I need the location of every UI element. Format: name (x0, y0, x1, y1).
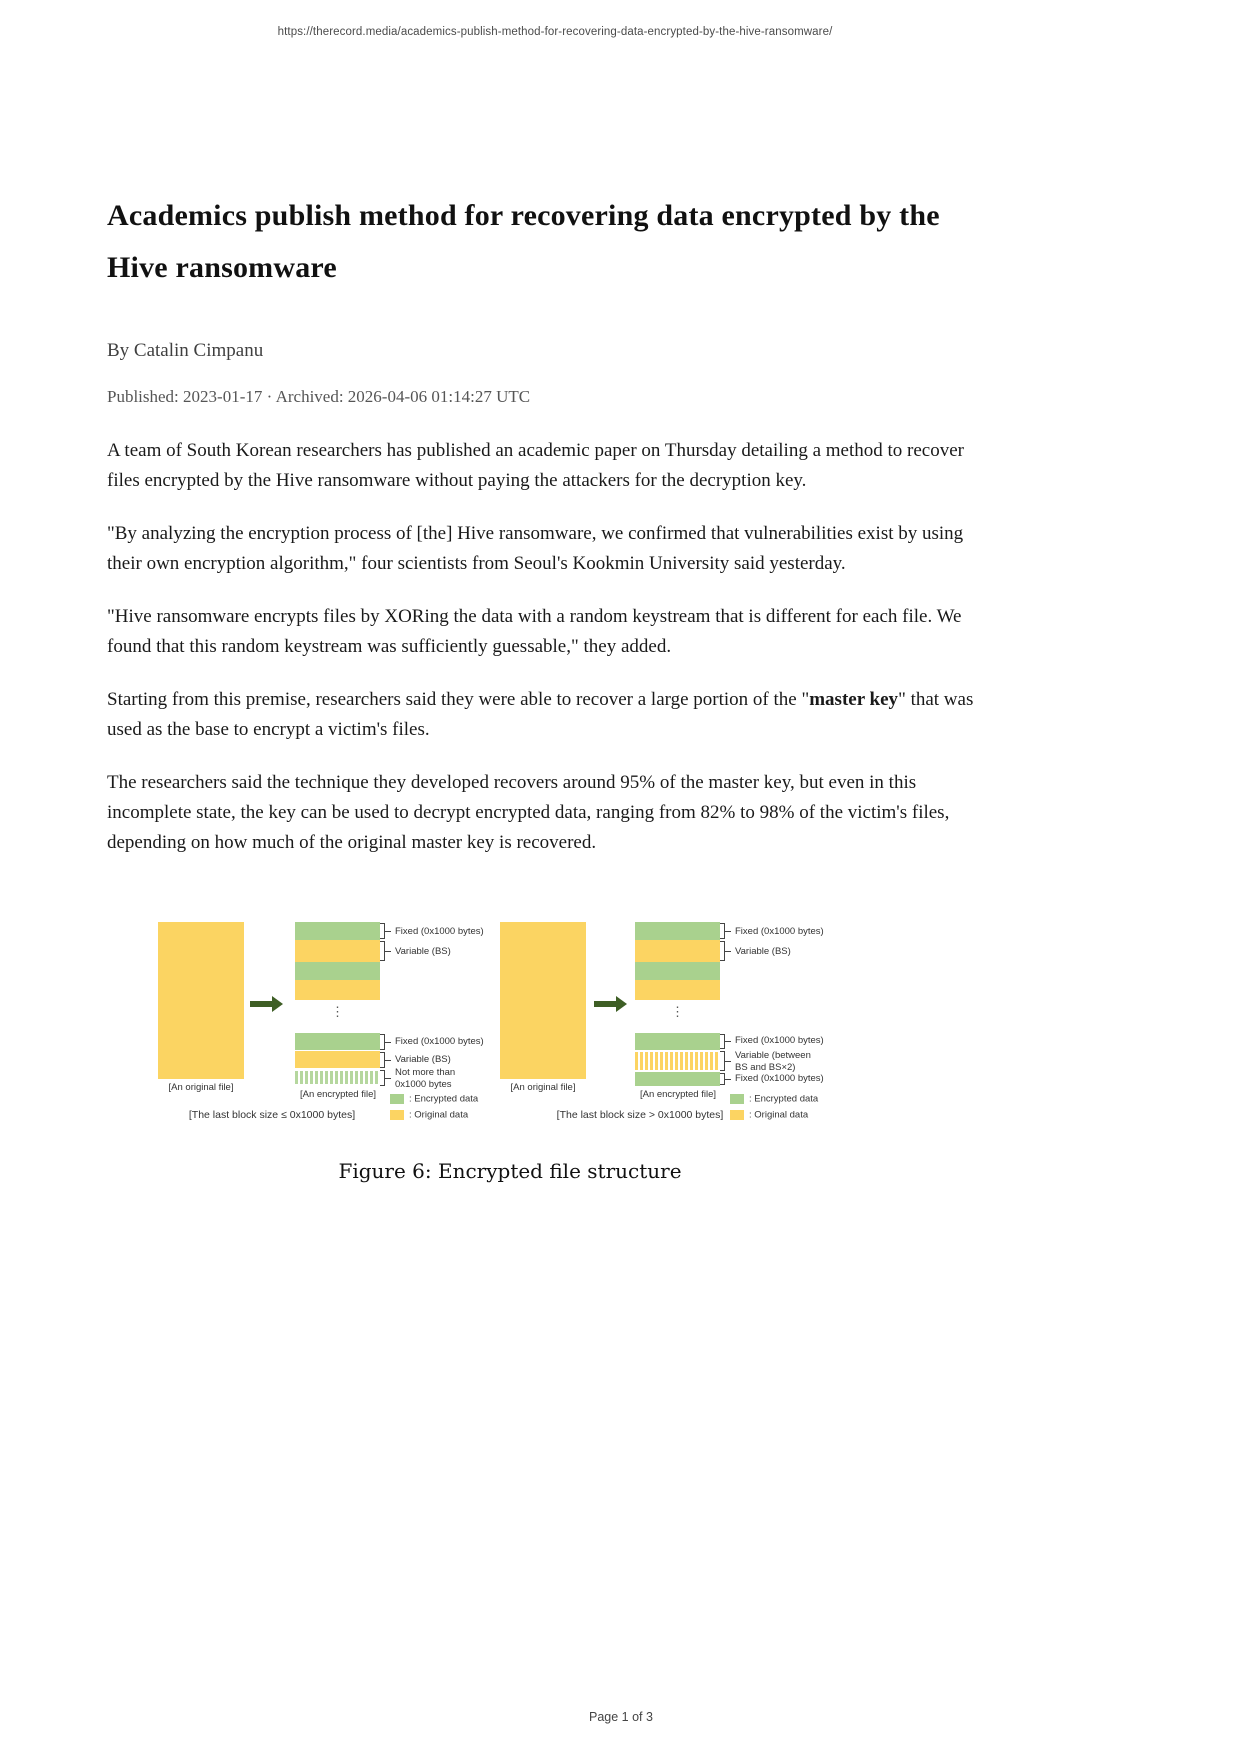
paragraph-4-post: " that was used as the base to encrypt a victim's files. (107, 689, 974, 740)
brace-tick (725, 931, 731, 932)
master-key-bold: master key (809, 689, 899, 710)
encrypted-band (635, 922, 720, 940)
paragraph-5: The researchers said the technique they developed recovers around 95% of the master key, but even in this incomplete state, the key can be used to decrypt encrypted data, ranging from 82% to 98% of the victim's files, depending on how much of the original master key is recovered. (107, 772, 950, 853)
partial-encrypted-band (295, 1069, 380, 1086)
legend-encrypted (730, 1090, 819, 1105)
variable-label: Variable (BS) (735, 946, 791, 957)
encrypted-file-stack (295, 922, 380, 1000)
original-band (295, 980, 380, 1000)
encrypted-swatch (390, 1094, 404, 1104)
source-url: https://therecord.media/academics-publish-method-for-recovering-data-encrypted-by-the-hive-ransomware/ (277, 26, 833, 38)
variable-label: Variable (BS) (395, 1054, 451, 1065)
panel-condition: [The last block size > 0x1000 bytes] (556, 1109, 724, 1121)
paragraph-3: "Hive ransomware encrypts files by XORing the data with a random keystream that is different for each file. We found that this random keystream was sufficiently guessable," they added. (107, 606, 962, 657)
original-file-label: [An original file] (168, 1082, 234, 1093)
encrypted-band (295, 962, 380, 980)
arrow-right-icon (594, 996, 628, 1012)
brace-tick (385, 951, 391, 952)
encrypted-file-last-block (295, 1033, 380, 1086)
original-band (295, 940, 380, 962)
encrypted-band (635, 1033, 720, 1050)
brace-tick (725, 951, 731, 952)
brace-tick (725, 1041, 731, 1042)
brace-tick (725, 1061, 731, 1062)
brace-tick (385, 931, 391, 932)
published-archived-meta: Published: 2023-01-17 · Archived: 2026-04-06 01:14:27 UTC (107, 387, 531, 406)
original-file-rect (500, 922, 586, 1079)
panel-condition: [The last block size ≤ 0x1000 bytes] (188, 1109, 356, 1121)
figure-panel-right (480, 922, 880, 1137)
arrow-right-icon (250, 996, 284, 1012)
paragraph-2: "By analyzing the encryption process of [the] Hive ransomware, we confirmed that vulnerabilities exist by using their own encryption algorithm," four scientists from Seoul's Kookmin University said yesterday. (107, 523, 964, 574)
encrypted-file-stack (635, 922, 720, 1000)
variable-label: Variable (BS) (395, 946, 451, 957)
encrypted-swatch (730, 1094, 744, 1104)
figure-6 (107, 922, 1000, 1183)
legend-encrypted-label: : Encrypted data (409, 1093, 479, 1105)
encrypted-band (635, 962, 720, 980)
paragraph-4-pre: Starting from this premise, researchers said they were able to recover a large portion of the " (107, 689, 810, 710)
paragraph-1: A team of South Korean researchers has published an academic paper on Thursday detailing a method to recover files encrypted by the Hive ransomware without paying the attackers for the decryption key. (107, 440, 964, 491)
legend-encrypted-label: : Encrypted data (749, 1093, 819, 1105)
encrypted-file-label: [An encrypted file] (299, 1089, 377, 1100)
original-band (295, 1051, 380, 1068)
legend-original-label: : Original data (749, 1109, 809, 1121)
paragraph-4 (107, 685, 1000, 745)
brace-tick (385, 1042, 391, 1043)
article-content (107, 190, 1000, 1183)
fixed-label: Fixed (0x1000 bytes) (735, 926, 824, 937)
encrypted-file-last-block (635, 1033, 720, 1086)
figure-panel-left (140, 922, 484, 1137)
original-file-label: [An original file] (510, 1082, 576, 1093)
page-number: Page 1 of 3 (589, 1710, 653, 1724)
original-file-rect (158, 922, 244, 1079)
legend-encrypted (390, 1090, 479, 1105)
variable-between-label: Variable (between BS and BS×2) (735, 1050, 811, 1073)
original-band (635, 980, 720, 1000)
fixed-label: Fixed (0x1000 bytes) (395, 926, 484, 937)
article-title: Academics publish method for recovering data encrypted by the Hive ransomware (107, 199, 940, 284)
legend-original-label: : Original data (409, 1109, 469, 1121)
encrypted-band (295, 922, 380, 940)
not-more-than-label: Not more than 0x1000 bytes (395, 1067, 456, 1090)
partial-original-band (635, 1050, 720, 1072)
encrypted-band (295, 1033, 380, 1050)
encrypted-file-label: [An encrypted file] (639, 1089, 717, 1100)
brace-tick (385, 1078, 391, 1079)
encrypted-band (635, 1072, 720, 1086)
figure-6-image (140, 922, 880, 1137)
brace-tick (385, 1060, 391, 1061)
fixed-label: Fixed (0x1000 bytes) (735, 1073, 824, 1084)
byline: By Catalin Cimpanu (107, 340, 264, 361)
brace-tick (725, 1079, 731, 1080)
figure-caption: Figure 6: Encrypted file structure (338, 1159, 682, 1183)
fixed-label: Fixed (0x1000 bytes) (395, 1036, 484, 1047)
fixed-label: Fixed (0x1000 bytes) (735, 1035, 824, 1046)
vertical-ellipsis: ⋮ (671, 1004, 684, 1019)
original-band (635, 940, 720, 962)
vertical-ellipsis: ⋮ (331, 1004, 344, 1019)
